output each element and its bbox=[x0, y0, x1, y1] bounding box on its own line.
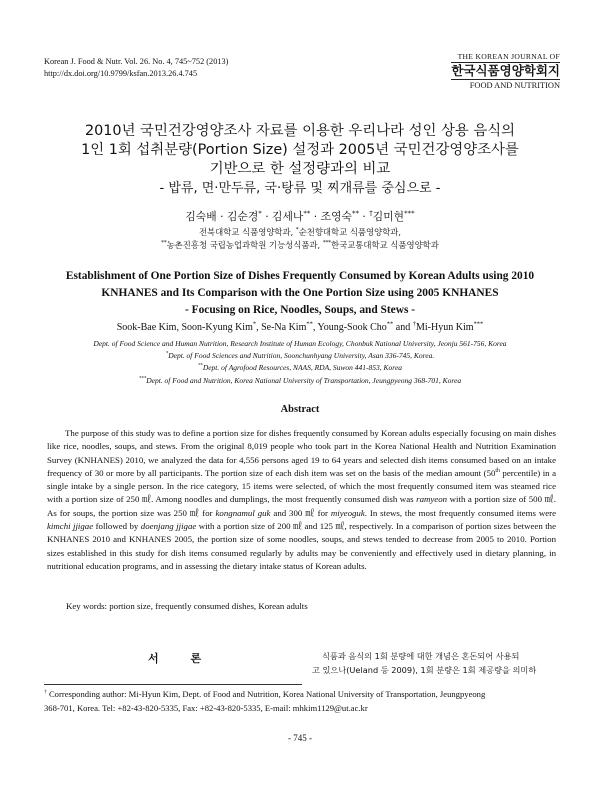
doi-link[interactable]: http://dx.doi.org/10.9799/ksfan.2013.26.4.745 bbox=[44, 68, 198, 78]
journal-name-en-bottom: FOOD AND NUTRITION bbox=[451, 79, 560, 90]
korean-authors: 김숙배 · 김순경* · 김세나** · 조영숙** · †김미현*** bbox=[185, 208, 415, 223]
page-number: - 745 - bbox=[288, 733, 312, 743]
korean-subtitle: - 밥류, 면·만두류, 국·탕류 및 찌개류를 중심으로 - bbox=[159, 181, 441, 196]
korean-affiliations: 전북대학교 식품영양학과, *순천향대학교 식품영양학과, **농촌진흥청 국립농업과학원 기능성식품과, ***한국교통대학교 식품영양학과 bbox=[161, 227, 439, 250]
journal-logo bbox=[451, 52, 560, 90]
journal-citation: Korean J. Food & Nutr. Vol. 26. No. 4, 745~752 (2013) bbox=[44, 57, 229, 66]
english-title-line: Establishment of One Portion Size of Dishes Frequently Consumed by Korean Adults using 2010 bbox=[65, 270, 535, 282]
section-heading-introduction: 서 론 bbox=[148, 652, 216, 665]
keywords: Key words: portion size, frequently consumed dishes, Korean adults bbox=[66, 601, 308, 611]
english-title bbox=[18, 268, 582, 319]
journal-name-ko: 한국식품영양학회지 bbox=[451, 63, 560, 78]
english-subtitle: - Focusing on Rice, Noodles, Soups, and Stews - bbox=[184, 304, 416, 316]
journal-name-en-top: THE KOREAN JOURNAL OF bbox=[451, 52, 560, 63]
korean-title-line: 기반으로 한 설정량과의 비교 bbox=[209, 161, 391, 177]
introduction-text: 식품과 음식의 1회 분량에 대한 개념은 혼돈되어 사용되 고 있으나(Ueland 등 2009), 1회 분량은 1회 제공량을 의미하 bbox=[312, 651, 537, 675]
abstract-heading: Abstract bbox=[280, 404, 320, 415]
korean-title bbox=[0, 122, 600, 198]
korean-title-line: 2010년 국민건강영양조사 자료를 이용한 우리나라 성인 상용 음식의 bbox=[84, 123, 516, 139]
citation-header bbox=[44, 56, 228, 79]
english-authors: Sook-Bae Kim, Soon-Kyung Kim*, Se-Na Kim**, Young-Sook Cho** and †Mi-Hyun Kim*** bbox=[116, 320, 484, 333]
english-title-line: KNHANES and Its Comparison with the One Portion Size using 2005 KNHANES bbox=[101, 287, 499, 299]
abstract-body: The purpose of this study was to define a portion size for dishes frequently consumed by Korean adults especially focusing on main dishes like rice, noodles, soups, and stews. From the original 8,019 people who took part in the Korea National Health and Nutrition Examination Survey (KNHANES) 2010, we analyzed the data for 4,556 persons aged 19 to 64 years and selected dish items consumed based on an intake frequency of 30 or more by all participants. The portion size of each dish item was set on the basis of the median amount (50th percentile) in a single intake by a single person. In the rice category, 15 items were selected, of which the most frequently consumed item was steamed rice with a portion size of 250 ㎖. Among noodles and dumplings, the most frequently consumed dish was ramyeon with a portion size of 500 ㎖. As for soups, the portion size was 250 ㎖ for kongnamul guk and 300 ㎖ for miyeoguk. In stews, the most frequently consumed items were kimchi jjigae followed by doenjang jjigae with a portion size of 200 ㎖ and 125 ㎖, respectively. In a comparison of portion sizes between the KNHANES 2010 and KNHANES 2005, the portion size of some noodles, soups, and stews tended to decrease from 2005 to 2010. Portion sizes established in this study for dish items consumed regularly by adults may be conveniently and effectively used in dietary planning, in nutritional education programs, and in assessing the dietary intake status of Korean adults. bbox=[47, 428, 556, 571]
footnote-divider bbox=[44, 684, 302, 685]
corresponding-author-footnote: † Corresponding author: Mi-Hyun Kim, Dept. of Food and Nutrition, Korea National University of Transportation, Jeungpyeong 368-701, Korea. Tel: +82-43-820-5335, Fax: +82-43-820-5335, E-mail: mhkim1129@ut.ac.kr bbox=[44, 689, 486, 713]
korean-title-line: 1인 1회 섭취분량(Portion Size) 설정과 2005년 국민건강영양조사를 bbox=[81, 142, 519, 158]
english-affiliations: Dept. of Food Science and Human Nutrition, Research Institute of Human Ecology, Chonbuk National University, Jeonju 561-756, Korea *Dept. of Food Sciences and Nutrition, Soonchunhyang University, Asan 336-745, Korea. **Dept. of Agrofood Resources, NAAS, RDA, Suwon 441-853, Korea ***Dept. of Food and Nutrition, Korea National University of Transportation, Jeungpyeong 368-701, Korea bbox=[93, 339, 507, 385]
